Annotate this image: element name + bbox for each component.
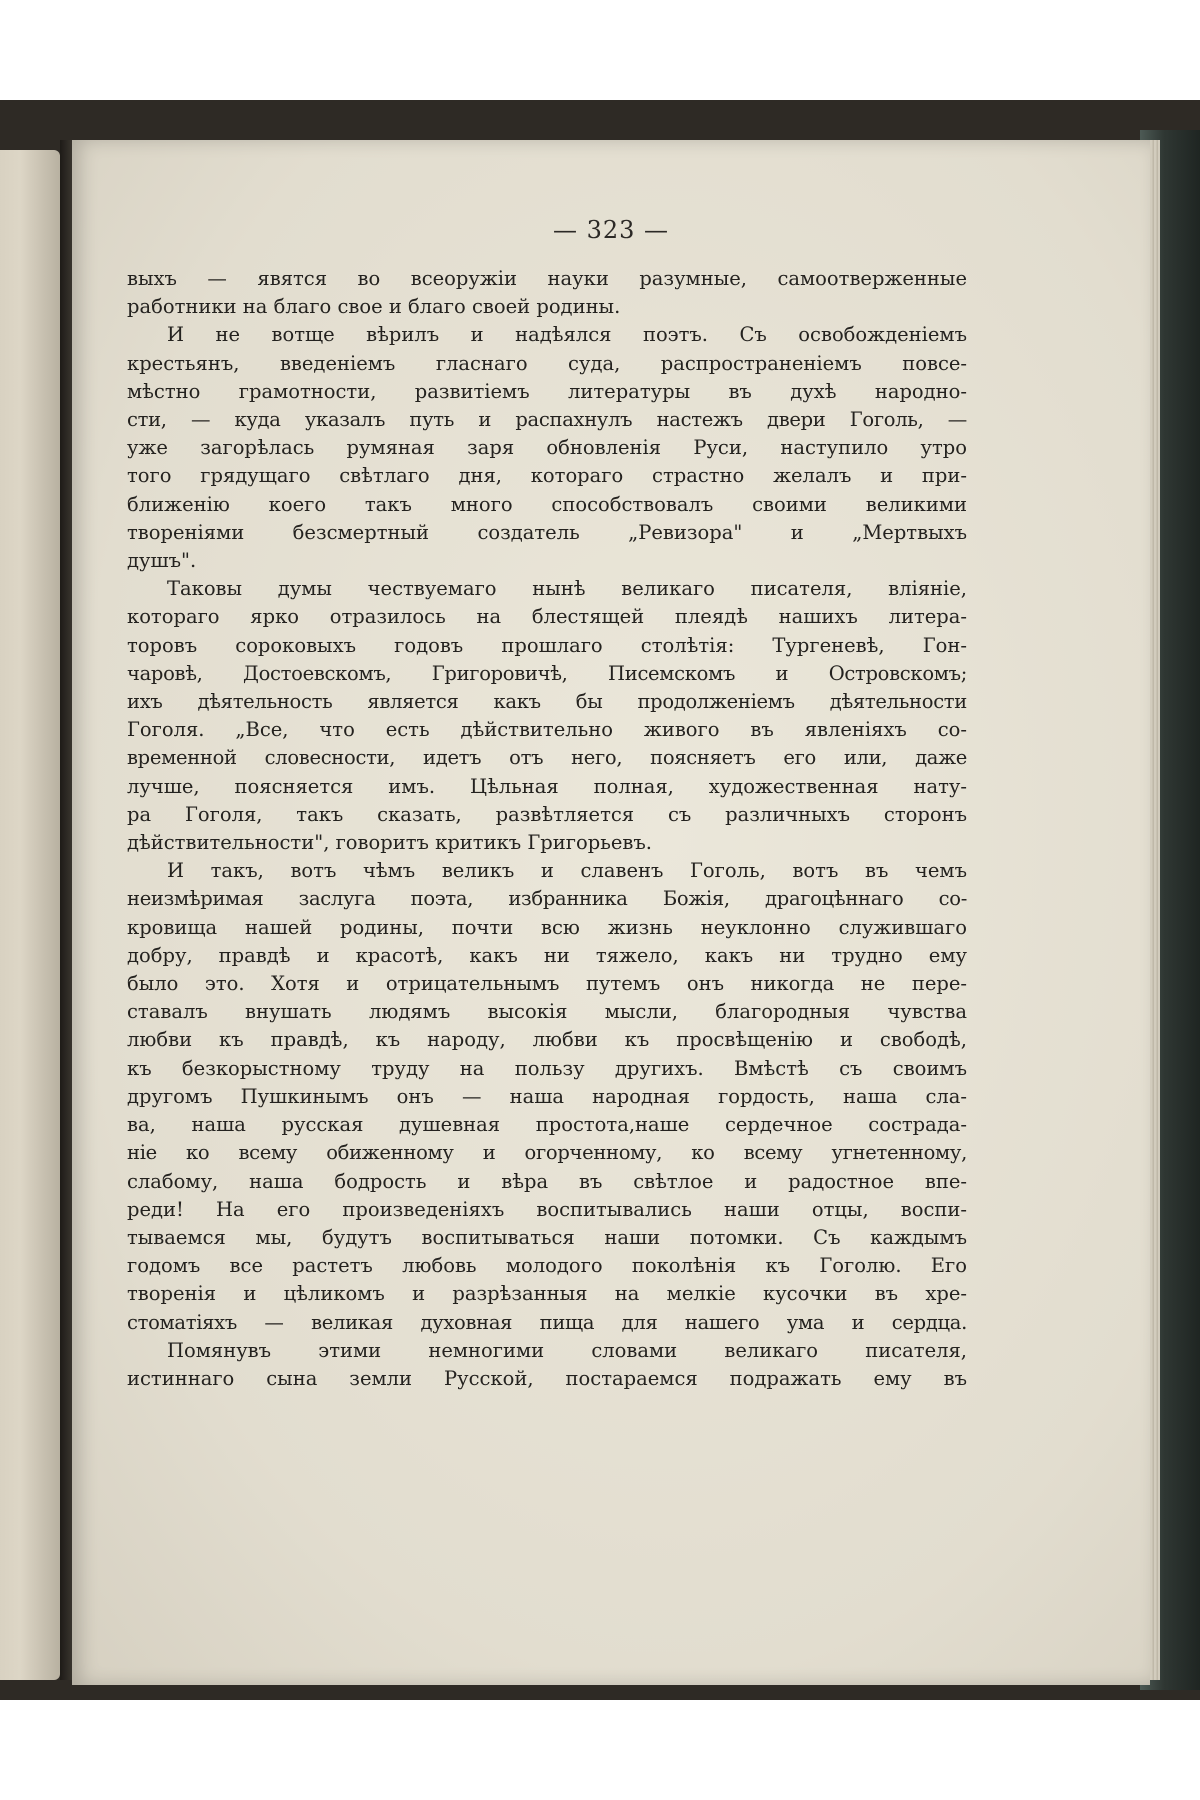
text-line: слабому, наша бодрость и вѣра въ свѣтлое и радостное впе-: [127, 1169, 967, 1193]
text-line: ва, наша русская душевная простота,наше сердечное сострада-: [127, 1113, 967, 1137]
text-line: ближенію коего такъ много способствовалъ своими великими: [127, 492, 967, 516]
book-page: [72, 140, 1150, 1685]
text-line: временной словесности, идетъ отъ него, поясняетъ его или, даже: [127, 746, 967, 770]
text-line: годомъ все растетъ любовь молодого поколѣнія къ Гоголю. Его: [127, 1254, 967, 1278]
text-line: сти, — куда указалъ путь и распахнулъ настежъ двери Гоголь, —: [127, 408, 967, 432]
text-line: котораго ярко отразилось на блестящей плеядѣ нашихъ литера-: [127, 605, 967, 629]
text-line: было это. Хотя и отрицательнымъ путемъ онъ никогда не пере-: [127, 972, 967, 996]
text-line: душъ".: [127, 549, 197, 573]
text-line: ставалъ внушать людямъ высокія мысли, благородныя чувства: [127, 1000, 967, 1024]
text-line: мѣстно грамотности, развитіемъ литературы въ духѣ народно-: [127, 379, 967, 403]
text-line: ніе ко всему обиженному и огорченному, ко всему угнетенному,: [127, 1141, 967, 1165]
page-text: [127, 265, 967, 1393]
text-line: реди! На его произведеніяхъ воспитывались наши отцы, воспи-: [127, 1197, 967, 1221]
text-line: того грядущаго свѣтлаго дня, котораго страстно желалъ и при-: [127, 464, 967, 488]
text-line: Помянувъ этими немногими словами великаго писателя,: [167, 1338, 967, 1362]
text-line: Гоголя. „Все, что есть дѣйствительно живого въ явленіяхъ со-: [127, 718, 967, 742]
text-line: уже загорѣлась румяная заря обновленія Руси, наступило утро: [127, 436, 967, 460]
text-line: кровища нашей родины, почти всю жизнь неуклонно служившаго: [127, 915, 967, 939]
text-line: Таковы думы чествуемаго нынѣ великаго писателя, вліяніе,: [167, 577, 967, 601]
page-number: — 323 —: [552, 216, 670, 244]
text-line: стоматіяхъ — великая духовная пища для нашего ума и сердца.: [127, 1310, 967, 1334]
text-line: выхъ — явятся во всеоружіи науки разумные, самоотверженные: [127, 267, 967, 290]
text-line: торовъ сороковыхъ годовъ прошлаго столѣтія: Тургеневѣ, Гон-: [127, 633, 967, 657]
text-line: другомъ Пушкинымъ онъ — наша народная гордость, наша сла-: [127, 1084, 967, 1108]
text-line: добру, правдѣ и красотѣ, какъ ни тяжело, какъ ни трудно ему: [127, 943, 967, 967]
text-line: И такъ, вотъ чѣмъ великъ и славенъ Гоголь, вотъ въ чемъ: [167, 859, 967, 883]
text-line: И не вотще вѣрилъ и надѣялся поэтъ. Съ освобожденіемъ: [167, 323, 967, 347]
book-photo: [0, 100, 1200, 1700]
text-line: истиннаго сына земли Русской, постараемся подражать ему въ: [127, 1366, 967, 1390]
text-line: крестьянъ, введеніемъ гласнаго суда, распространеніемъ повсе-: [127, 351, 967, 375]
text-line: къ безкорыстному труду на пользу другихъ. Вмѣстѣ съ своимъ: [127, 1056, 967, 1080]
text-line: творенія и цѣликомъ и разрѣзанныя на мелкіе кусочки въ хре-: [127, 1282, 967, 1306]
text-line: дѣйствительности", говоритъ критикъ Григорьевъ.: [127, 831, 652, 855]
text-line: ихъ дѣятельность является какъ бы продолженіемъ дѣятельности: [127, 690, 967, 714]
text-line: лучше, поясняется имъ. Цѣльная полная, художественная нату-: [127, 774, 967, 798]
text-line: любви къ правдѣ, къ народу, любви къ просвѣщенію и свободѣ,: [127, 1028, 967, 1052]
text-line: твореніями безсмертный создатель „Ревизора" и „Мертвыхъ: [127, 520, 967, 544]
text-line: чаровѣ, Достоевскомъ, Григоровичѣ, Писемскомъ и Островскомъ;: [127, 661, 967, 685]
text-line: ра Гоголя, такъ сказать, развѣтляется съ различныхъ сторонъ: [127, 802, 967, 826]
text-line: тываемся мы, будутъ воспитываться наши потомки. Съ каждымъ: [127, 1225, 967, 1249]
text-line: работники на благо свое и благо своей родины.: [127, 295, 621, 319]
left-page-edge: [0, 150, 60, 1680]
text-line: неизмѣримая заслуга поэта, избранника Божія, драгоцѣннаго со-: [127, 887, 967, 911]
